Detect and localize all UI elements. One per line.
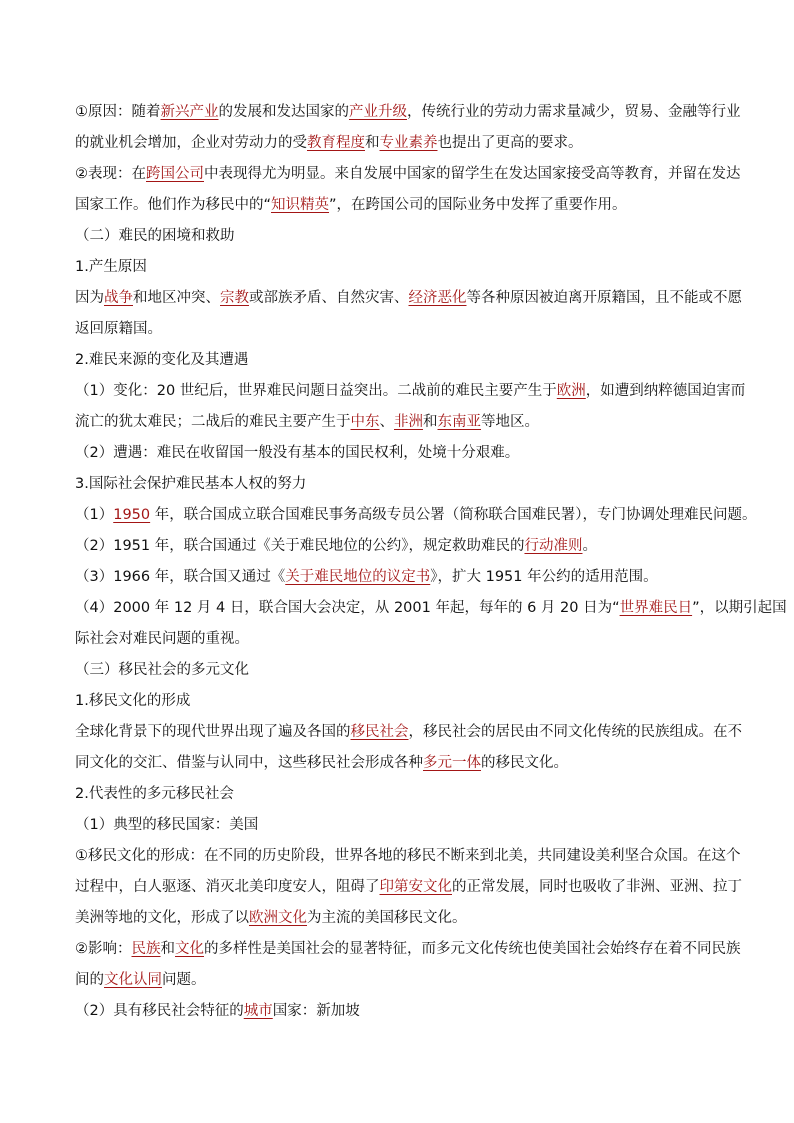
text-segment: 间的 [75,972,104,988]
text-segment: 美洲等地的文化，形成了以 [75,910,249,926]
text-line [75,810,730,841]
keyword-highlight: 行动准则 [524,538,583,554]
text-segment: 1.产生原因 [75,259,147,275]
keyword-highlight: 文化 [175,941,204,957]
keyword-highlight: 世界难民日 [619,600,693,616]
text-segment: ，移民社会的居民由不同文化传统的民族组成。在不 [408,724,742,740]
text-segment: 的发展和发达国家的 [218,104,349,120]
keyword-highlight: 知识精英 [271,197,330,213]
text-line [75,283,742,314]
text-line [75,965,730,996]
keyword-highlight: 民族 [131,941,161,957]
text-segment: 同文化的交汇、借鉴与认同中，这些移民社会形成各种 [75,755,423,771]
text-line [75,221,730,252]
text-segment: 国家：新加坡 [272,1003,360,1019]
text-segment: （2）具有移民社会特征的 [75,1003,244,1019]
text-line [75,996,730,1027]
text-segment: 际社会对难民问题的重视。 [75,631,249,647]
text-line [75,934,741,965]
text-segment: （2）遭遇：难民在收留国一般没有基本的国民权利，处境十分艰难。 [75,445,520,461]
text-line [75,159,741,190]
text-segment: ①原因：随着 [75,104,161,120]
text-line [75,872,742,903]
text-segment: （二）难民的困境和救助 [75,228,235,244]
text-line [75,748,730,779]
keyword-highlight: 产业升级 [349,104,407,120]
text-segment: ②表现：在 [75,166,146,182]
keyword-highlight: 东南亚 [437,414,481,430]
text-segment: 和地区冲突、 [133,290,220,306]
text-line [75,314,730,345]
text-segment: ②影响： [75,941,132,957]
keyword-highlight: 教育程度 [307,135,365,151]
text-line [75,779,730,810]
text-segment: ，如遭到纳粹德国迫害而 [585,383,746,399]
text-segment: （4）2000 年 12 月 4 日，联合国大会决定，从 2001 年起，每年的 6 月 20 日为“ [75,600,620,616]
text-segment: 的多样性是美国社会的显著特征，而多元文化传统也使美国社会始终存在着不同民族 [204,941,741,957]
keyword-highlight: 非洲 [394,414,423,430]
text-line [75,717,742,748]
text-segment: 。 [582,538,597,554]
text-segment: 等各种原因被迫离开原籍国，且不能或不愿 [466,290,742,306]
keyword-highlight: 欧洲 [556,383,586,399]
text-segment: 2.代表性的多元移民社会 [75,786,234,802]
keyword-highlight: 1950 [113,507,151,523]
keyword-highlight: 经济恶化 [408,290,467,306]
keyword-highlight: 宗教 [220,290,249,306]
text-line [75,655,730,686]
text-line [75,438,730,469]
text-segment: 3.国际社会保护难民基本人权的努力 [75,476,307,492]
text-segment: 和 [160,941,175,957]
keyword-highlight: 关于难民地位的议定书 [285,569,431,585]
text-segment: 等地区。 [481,414,539,430]
text-line [75,686,730,717]
keyword-highlight: 专业素养 [379,135,438,151]
text-segment: 的正常发展，同时也吸收了非洲、亚洲、拉丁 [452,879,742,895]
text-line [75,562,730,593]
text-segment: 国家工作。他们作为移民中的“ [75,197,272,213]
keyword-highlight: 文化认同 [104,972,162,988]
text-segment: （1）典型的移民国家：美国 [75,817,259,833]
keyword-highlight: 移民社会 [350,724,409,740]
text-segment: 返回原籍国。 [75,321,162,337]
text-line [75,903,730,934]
text-segment: 问题。 [162,972,206,988]
text-segment: 或部族矛盾、自然灾害、 [249,290,409,306]
text-line [75,531,730,562]
keyword-highlight: 跨国公司 [146,166,204,182]
text-segment: 2.难民来源的变化及其遭遇 [75,352,249,368]
text-segment: （1）变化：20 世纪后，世界难民问题日益突出。二战前的难民主要产生于 [75,383,557,399]
text-line [75,345,730,376]
keyword-highlight: 多元一体 [423,755,481,771]
text-segment: ①移民文化的形成：在不同的历史阶段，世界各地的移民不断来到北美，共同建设美利坚合众国。在这个 [75,848,741,864]
text-segment: 的移民文化。 [481,755,568,771]
text-segment: 中表现得尤为明显。来自发展中国家的留学生在发达国家接受高等教育，并留在发达 [204,166,741,182]
text-line [75,593,787,624]
keyword-highlight: 新兴产业 [160,104,219,120]
keyword-highlight: 印第安文化 [379,879,452,895]
text-line [75,128,730,159]
text-segment: 》，扩大 1951 年公约的适用范围。 [430,569,658,585]
text-line [75,624,730,655]
text-segment: ，传统行业的劳动力需求量减少，贸易、金融等行业 [407,104,741,120]
keyword-highlight: 中东 [350,414,380,430]
text-segment: 过程中，白人驱逐、消灭北美印度安人，阻碍了 [75,879,380,895]
text-line [75,97,741,128]
text-line [75,407,730,438]
text-segment: 为主流的美国移民文化。 [307,910,467,926]
text-line [75,500,757,531]
text-segment: （1） [75,507,114,523]
text-line [75,190,730,221]
text-segment: 也提出了更高的要求。 [437,135,583,151]
text-line [75,252,730,283]
text-segment: ”，在跨国公司的国际业务中发挥了重要作用。 [329,197,627,213]
text-segment: （3）1966 年，联合国又通过《 [75,569,286,585]
text-segment: （三）移民社会的多元文化 [75,662,249,678]
text-segment: 因为 [75,290,104,306]
text-segment: ”，以期引起国 [692,600,787,616]
text-line [75,841,741,872]
text-segment: 和 [365,135,380,151]
text-segment: 全球化背景下的现代世界出现了遍及各国的 [75,724,351,740]
text-segment: 年，联合国成立联合国难民事务高级专员公署（简称联合国难民署），专门协调处理难民问题。 [150,507,757,523]
keyword-highlight: 城市 [243,1003,273,1019]
text-segment: 流亡的犹太难民；二战后的难民主要产生于 [75,414,351,430]
text-line [75,376,746,407]
text-segment: 、 [379,414,394,430]
text-segment: 1.移民文化的形成 [75,693,191,709]
keyword-highlight: 战争 [104,290,133,306]
text-line [75,469,730,500]
text-segment: （2）1951 年，联合国通过《关于难民地位的公约》，规定救助难民的 [75,538,525,554]
keyword-highlight: 欧洲文化 [249,910,307,926]
text-segment: 和 [423,414,438,430]
text-segment: 的就业机会增加，企业对劳动力的受 [75,135,307,151]
